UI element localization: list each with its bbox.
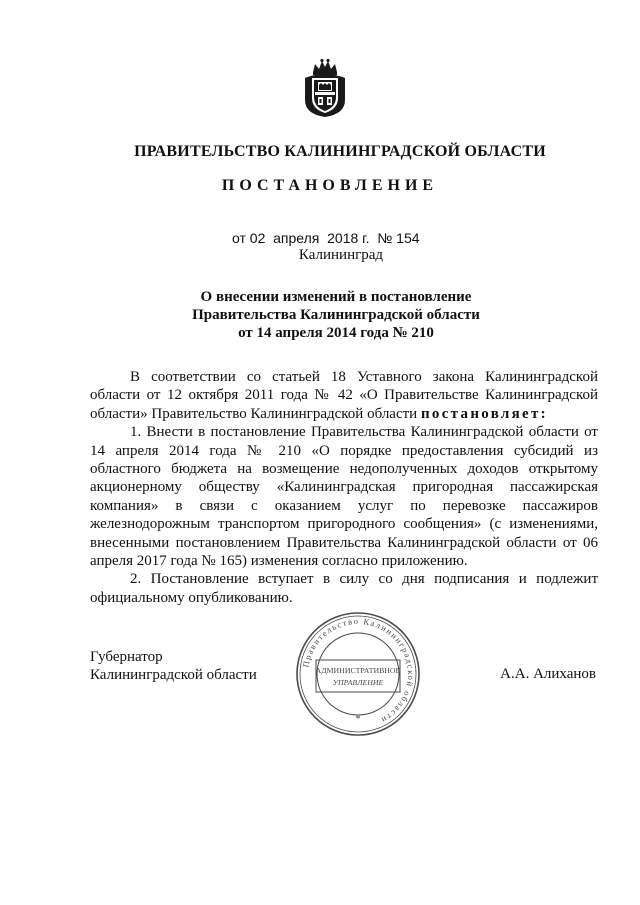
preamble-text: В соответствии со статьей 18 Уставного закона Калининградской области от 12 октября 2011 года № 42 «О Правительстве Калининградской области» Правительство Калининградской области <box>90 369 598 422</box>
signer-title <box>90 648 257 684</box>
official-seal-stamp <box>294 610 422 738</box>
preamble-paragraph <box>90 368 598 423</box>
subject-line: от 14 апреля 2014 года № 210 <box>238 325 434 341</box>
subject-line: О внесении изменений в постановление <box>200 289 472 305</box>
seal-center-line: УПРАВЛЕНИЕ <box>332 678 384 687</box>
signer-name: А.А. Алиханов <box>500 666 596 682</box>
subject-line: Правительства Калининградской области <box>192 307 480 323</box>
document-type: ПОСТАНОВЛЕНИЕ <box>221 177 439 194</box>
date-prefix: от <box>232 230 246 246</box>
seal-star-icon: * <box>355 714 361 725</box>
document-city: Калининград <box>298 247 384 263</box>
seal-ring-text: Правительство Калининградской области <box>300 615 417 727</box>
seal-center-line: АДМИНИСТРАТИВНОЕ <box>315 666 401 675</box>
resolves-word: постановляет: <box>420 405 548 422</box>
signer-title-line: Губернатор <box>90 649 163 665</box>
document-date: 02 апреля 2018 г. <box>249 230 370 246</box>
signer-title-line: Калининградской области <box>90 667 257 683</box>
document-number: № 154 <box>377 230 420 246</box>
clause-2-paragraph: 2. Постановление вступает в силу со дня подписания и подлежит официальному опубликованию. <box>90 571 598 606</box>
coat-of-arms-icon <box>303 58 347 118</box>
clause-1-paragraph: 1. Внести в постановление Правительства Калининградской области от 14 апреля 2014 года № 210 «О порядке предоставления субсидий из областного бюджета на возмещение недополученных доходов открытому акционерному обществу «Калининградская пригородная пассажирская компания» в связи с оказанием услуг по перевозке пассажиров железнодорожным транспортом пригородного сообщения» (с изменениями, внесенными постановлением Правительства Калининградской области от 06 апреля 2017 года № 165) изменения согласно приложению. <box>90 424 598 570</box>
document-body <box>90 368 598 607</box>
organization-name: ПРАВИТЕЛЬСТВО КАЛИНИНГРАДСКОЙ ОБЛАСТИ <box>134 143 546 160</box>
document-date-line <box>232 230 420 246</box>
document-subject <box>0 288 640 342</box>
